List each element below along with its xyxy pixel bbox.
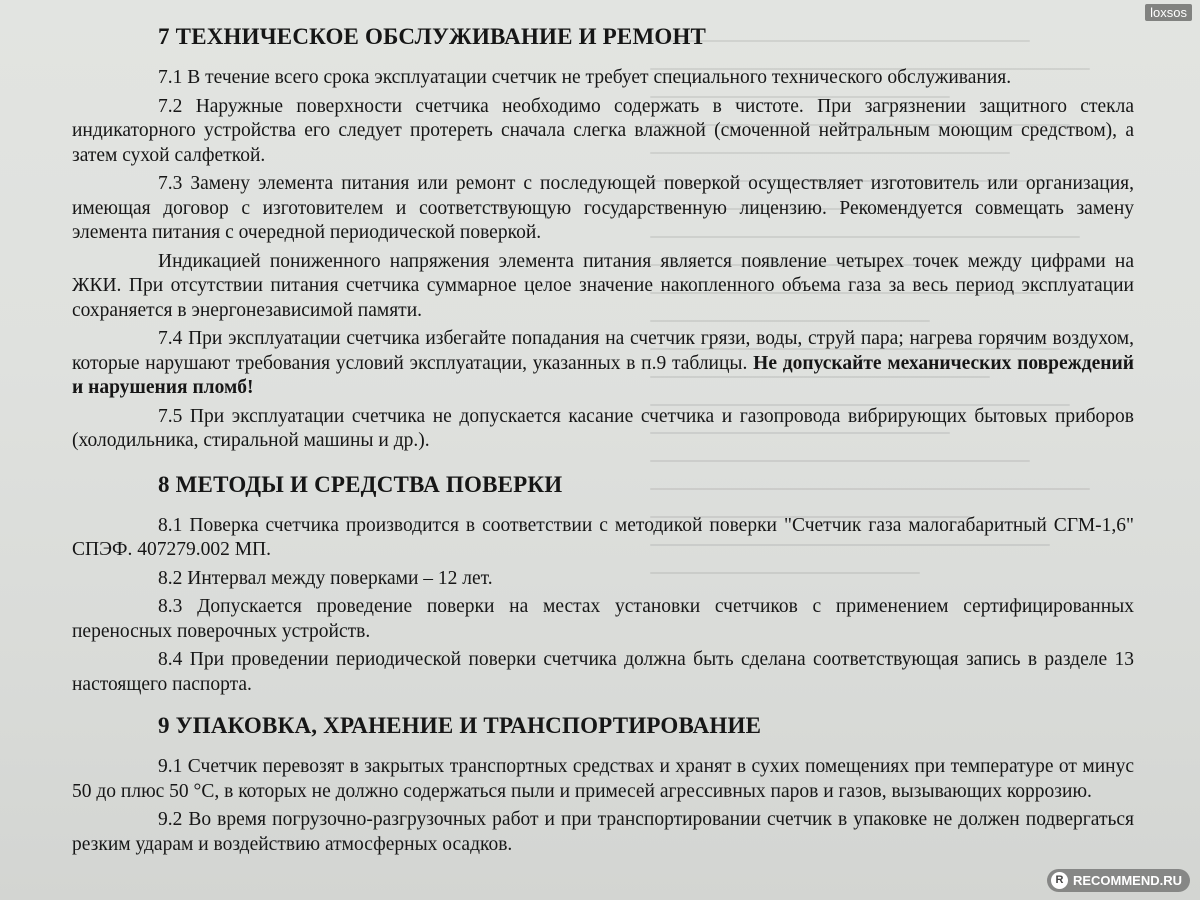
paragraph-8-2: 8.2 Интервал между поверками – 12 лет. bbox=[158, 567, 493, 589]
paragraph-7-3-indication: Индикацией пониженного напряжения элемента питания является появление четырех точек между цифрами на ЖКИ. При отсутствии питания счетчика суммарное целое значение накопленного объема газа за весь период эксплуатации сохраняется в энергонезависимой памяти. bbox=[72, 250, 1134, 321]
paragraph-8-3: 8.3 Допускается проведение поверки на местах установки счетчиков с применением сертифицированных переносных поверочных устройств. bbox=[72, 596, 1134, 642]
paragraph-7-2: 7.2 Наружные поверхности счетчика необходимо содержать в чистоте. При загрязнении защитного стекла индикаторного устройства его следует протереть сначала слегка влажной (смоченной нейтральным моющим средством), а затем сухой салфеткой. bbox=[72, 95, 1134, 166]
recommend-logo bbox=[1047, 869, 1190, 892]
recommend-logo-text: RECOMMEND.RU bbox=[1072, 873, 1182, 888]
paragraph-7-4 bbox=[72, 327, 1134, 401]
paragraph-7-3: 7.3 Замену элемента питания или ремонт с последующей поверкой осуществляет изготовитель или организация, имеющая договор с изготовителем и соответствующую государственную лицензию. Рекомендуется совмещать замену элемента питания с очередной периодической поверкой. bbox=[72, 173, 1134, 243]
section-9-heading: 9 УПАКОВКА, ХРАНЕНИЕ И ТРАНСПОРТИРОВАНИЕ bbox=[158, 713, 762, 738]
paragraph-7-4-text: 7.4 При эксплуатации счетчика избегайте попадания на счетчик грязи, воды, струй пара; нагрева горячим воздухом, которые нарушают требования условий эксплуатации, указанных в п.9 таблицы. bbox=[72, 328, 1134, 374]
paragraph-9-2: 9.2 Во время погрузочно-разгрузочных работ и при транспортировании счетчик в упаковке не должен подвергаться резким ударам и воздействию атмосферных осадков. bbox=[72, 809, 1134, 855]
recommend-logo-icon: R bbox=[1051, 872, 1068, 889]
paragraph-7-5: 7.5 При эксплуатации счетчика не допускается касание счетчика и газопровода вибрирующих бытовых приборов (холодильника, стиральной машины и др.). bbox=[72, 405, 1134, 451]
document-body bbox=[72, 22, 1134, 857]
paragraph-8-1: 8.1 Поверка счетчика производится в соответствии с методикой поверки "Счетчик газа малогабаритный СГМ-1,6" СПЭФ. 407279.002 МП. bbox=[72, 514, 1134, 560]
username-watermark: loxsos bbox=[1145, 4, 1192, 21]
section-7-heading: 7 ТЕХНИЧЕСКОЕ ОБСЛУЖИВАНИЕ И РЕМОНТ bbox=[158, 24, 707, 49]
paragraph-7-1: 7.1 В течение всего срока эксплуатации счетчик не требует специального технического обслуживания. bbox=[158, 67, 1012, 88]
warning-text: Не допускайте механических повреждений и нарушения пломб! bbox=[72, 352, 1134, 398]
section-8-heading: 8 МЕТОДЫ И СРЕДСТВА ПОВЕРКИ bbox=[158, 471, 563, 497]
paragraph-8-4: 8.4 При проведении периодической поверки счетчика должна быть сделана соответствующая запись в разделе 13 настоящего паспорта. bbox=[72, 649, 1134, 695]
paragraph-9-1: 9.1 Счетчик перевозят в закрытых транспортных средствах и хранят в сухих помещениях при температуре от минус 50 до плюс 50 °С, в которых не должно содержаться пыли и примесей агрессивных паров и газов, вызывающих коррозию. bbox=[72, 756, 1134, 802]
